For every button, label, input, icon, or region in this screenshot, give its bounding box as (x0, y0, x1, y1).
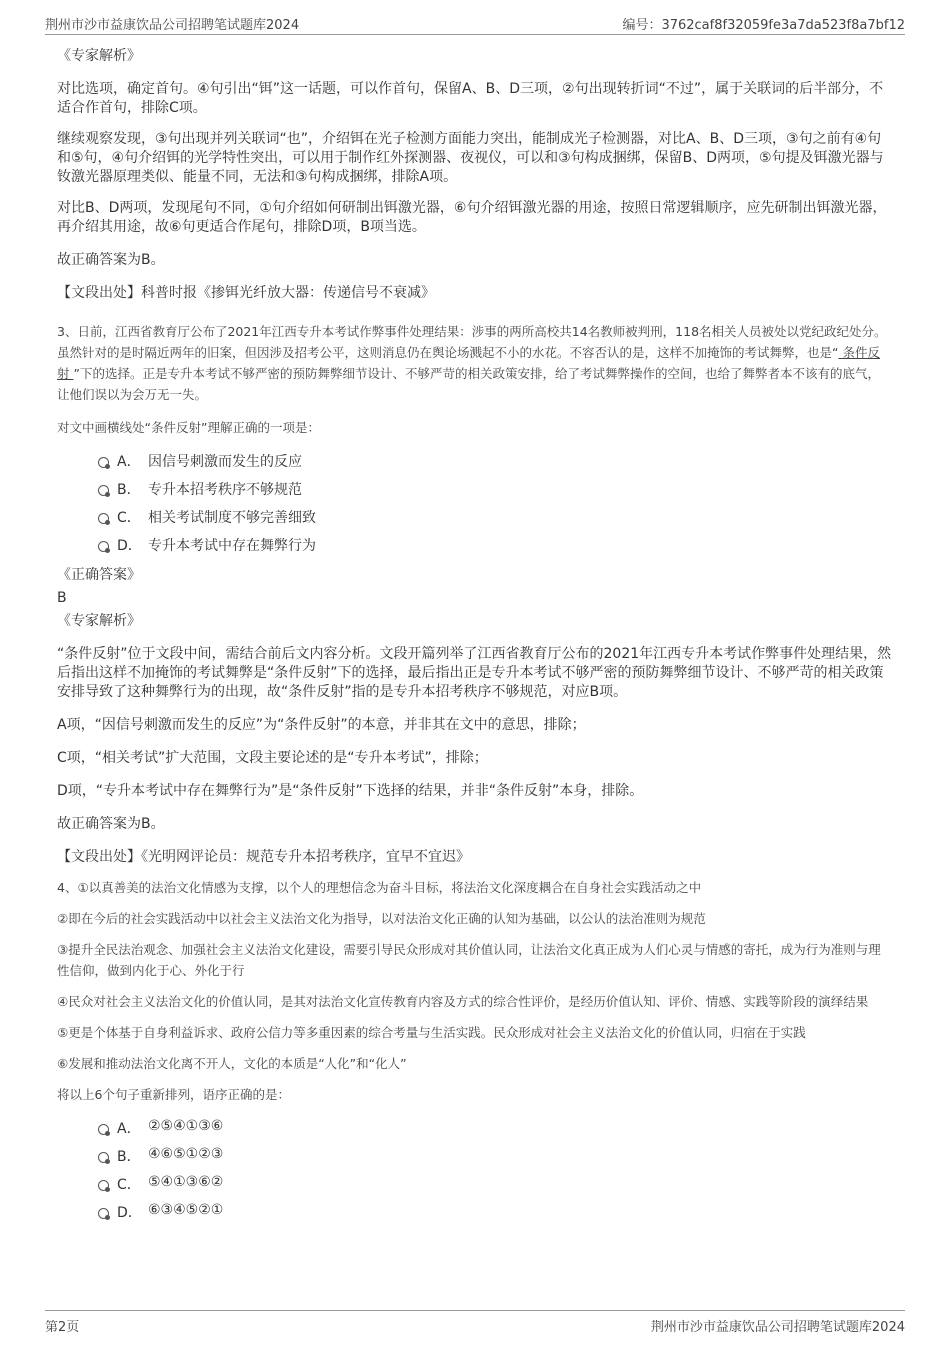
q3-options (57, 448, 892, 560)
option-letter: C． (117, 1177, 141, 1193)
radio-icon[interactable] (98, 457, 109, 468)
q4-option-b[interactable] (57, 1143, 892, 1171)
q4-sentence: ③提升全民法治观念、加强社会主义法治文化建设，需要引导民众形成对其价值认同，让法治文化真正成为人们心灵与情感的寄托，成为行为准则与理性信仰，做到内化于心、外化于行 (57, 942, 881, 978)
footer-title: 荆州市沙市益康饮品公司招聘笔试题库2024 (650, 1320, 905, 1335)
q3-analysis-paragraph: “条件反射”位于文段中间，需结合前后文内容分析。文段开篇列举了江西省教育厅公布的2021年江西专升本考试作弊事件处理结果，然后指出这样不加掩饰的考试舞弊是“条件反射”下的选择，最后指出正是专升本考试不够严密的预防舞弊细节设计、不够严苛的相关政策安排导致了这种舞弊行为的出现，故“条件反射”指的是专升本招考秩序不够规范，对应B项。 (57, 646, 892, 700)
q2-analysis-paragraph: 对比选项，确定首句。④句引出“铒”这一话题，可以作首句，保留A、B、D三项，②句出现转折词“不过”，属于关联词的后半部分，不适合作首句，排除C项。 (57, 81, 884, 116)
q3-question: 对文中画横线处“条件反射”理解正确的一项是： (57, 420, 320, 435)
header-title: 荆州市沙市益康饮品公司招聘笔试题库2024 (45, 18, 300, 33)
q3-answer: B (57, 590, 67, 606)
radio-icon[interactable] (98, 1208, 109, 1219)
document-body (57, 47, 892, 1227)
q4-option-c[interactable] (57, 1171, 892, 1199)
q2-analysis-paragraph: 对比B、D两项，发现尾句不同，①句介绍如何研制出铒激光器，⑥句介绍铒激光器的用途，按照日常逻辑顺序，应先研制出铒激光器，再介绍其用途，故⑥句更适合作尾句，排除D项，B项当选。 (57, 200, 887, 235)
q4-options (57, 1115, 892, 1227)
option-letter: D． (117, 1205, 142, 1221)
page-footer (45, 1310, 905, 1333)
q3-stem-after: ”下的选择。正是专升本考试不够严密的预防舞弊细节设计、不够严苛的相关政策安排，给了考试舞弊操作的空间，也给了舞弊者本不该有的底气，让他们误以为会万无一失。 (57, 366, 880, 402)
q4-sentence: ④民众对社会主义法治文化的价值认同，是其对法治文化宣传教育内容及方式的综合性评价，是经历价值认知、评价、情感、实践等阶段的演绎结果 (57, 994, 869, 1009)
q3-option-b[interactable] (57, 476, 892, 504)
q3-option-a[interactable] (57, 448, 892, 476)
option-letter: A． (117, 454, 141, 470)
header-code-label: 编号： (622, 18, 662, 33)
option-text: 专升本考试中存在舞弊行为 (148, 538, 316, 554)
option-letter: C． (117, 510, 141, 526)
option-text: 专升本招考秩序不够规范 (148, 482, 302, 498)
q3-answer-title: 《正确答案》 (57, 567, 141, 583)
option-text: ⑤④①③⑥② (148, 1174, 224, 1190)
q2-analysis-paragraph: 继续观察发现，③句出现并列关联词“也”，介绍铒在光子检测方面能力突出，能制成光子检测器，对比A、B、D三项，③句之前有④句和⑤句，④句介绍铒的光学特性突出，可以用于制作红外探测器、夜视仪，可以和③句构成捆绑，保留B、D两项，⑤句提及铒激光器与钕激光器原理类似、能量不同，无法和③句构成捆绑，排除A项。 (57, 131, 884, 185)
q4-sentence: ②即在今后的社会实践活动中以社会主义法治文化为指导，以对法治文化正确的认知为基础，以公认的法治准则为规范 (57, 911, 706, 926)
q4-question: 将以上6个句子重新排列，语序正确的是： (57, 1087, 290, 1102)
q3-source: 【文段出处】《光明网评论员：规范专升本招考秩序，宜早不宜迟》 (57, 849, 470, 865)
radio-icon[interactable] (98, 485, 109, 496)
header-code (622, 14, 905, 33)
q3-analysis-paragraph: C项，“相关考试”扩大范围，文段主要论述的是“专升本考试”，排除； (57, 750, 488, 766)
q3-option-c[interactable] (57, 504, 892, 532)
q3-stem (57, 321, 892, 405)
q3-analysis-title: 《专家解析》 (57, 613, 141, 629)
option-text: ④⑥⑤①②③ (148, 1146, 224, 1162)
q2-source: 【文段出处】科普时报《掺铒光纤放大器：传递信号不衰减》 (57, 285, 435, 301)
q2-answer-line: 故正确答案为B。 (57, 252, 165, 268)
q3-analysis-paragraph: A项，“因信号刺激而发生的反应”为“条件反射”的本意，并非其在文中的意思，排除； (57, 717, 586, 733)
q3-option-d[interactable] (57, 532, 892, 560)
page-header (45, 12, 905, 35)
q3-answer-line: 故正确答案为B。 (57, 816, 165, 832)
option-letter: B． (117, 1149, 141, 1165)
q3-stem-underlined: 条件反射 (57, 345, 880, 381)
q4-sentence: 4、①以真善美的法治文化情感为支撑，以个人的理想信念为奋斗目标，将法治文化深度耦合在自身社会实践活动之中 (57, 880, 702, 895)
header-code-value: 3762caf8f32059fe3a7da523f8a7bf12 (661, 18, 905, 33)
option-text: 因信号刺激而发生的反应 (148, 454, 302, 470)
q3-stem-before: 3、日前，江西省教育厅公布了2021年江西专升本考试作弊事件处理结果：涉事的两所高校共14名教师被判刑，118名相关人员被处以党纪政纪处分。虽然针对的是时隔近两年的旧案，但因涉及招考公平，这则消息仍在舆论场溅起不小的水花。不容否认的是，这样不加掩饰的考试舞弊，也是“ (57, 324, 887, 360)
q4-option-a[interactable] (57, 1115, 892, 1143)
radio-icon[interactable] (98, 513, 109, 524)
option-letter: D． (117, 538, 142, 554)
q4-sentence: ⑤更是个体基于自身利益诉求、政府公信力等多重因素的综合考量与生活实践。民众形成对社会主义法治文化的价值认同，归宿在于实践 (57, 1025, 806, 1040)
footer-page-number: 第2页 (45, 1320, 80, 1335)
q2-analysis-title: 《专家解析》 (57, 48, 141, 64)
radio-icon[interactable] (98, 1180, 109, 1191)
radio-icon[interactable] (98, 1152, 109, 1163)
option-text: 相关考试制度不够完善细致 (148, 510, 316, 526)
radio-icon[interactable] (98, 541, 109, 552)
q3-analysis-paragraph: D项，“专升本考试中存在舞弊行为”是“条件反射”下选择的结果，并非“条件反射”本身，排除。 (57, 783, 644, 799)
option-text: ⑥③④⑤②① (148, 1202, 224, 1218)
option-text: ②⑤④①③⑥ (148, 1118, 224, 1134)
q4-option-d[interactable] (57, 1199, 892, 1227)
option-letter: B． (117, 482, 141, 498)
q4-sentence: ⑥发展和推动法治文化离不开人，文化的本质是“人化”和“化人” (57, 1056, 407, 1071)
option-letter: A． (117, 1121, 141, 1137)
radio-icon[interactable] (98, 1124, 109, 1135)
